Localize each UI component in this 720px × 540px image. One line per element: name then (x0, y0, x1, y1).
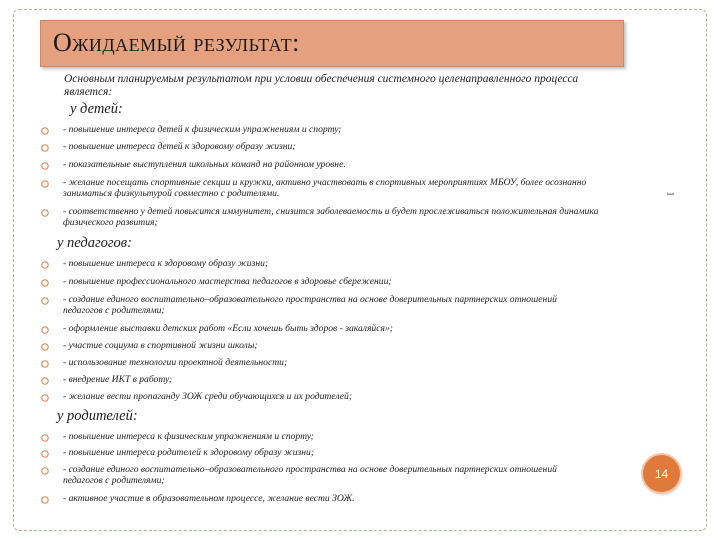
bullet-marker-icon (41, 434, 49, 442)
list-item-text: - участие социума в спортивной жизни школы; (63, 340, 258, 351)
list-item (0, 448, 720, 461)
list-item-text: - оформление выставки детских работ «Если хочешь быть здоров - закаляйся»; (63, 323, 393, 334)
bullet-marker-icon (41, 326, 49, 334)
list-item-text: - повышение профессионального мастерства педагогов в здоровье сбережении; (63, 276, 392, 287)
list-item-text: - желание вести пропаганду ЗОЖ среди обучающихся и их родителей; (63, 391, 353, 402)
page-title: Ожидаемый результат: (53, 28, 300, 57)
section-heading-children: у детей: (70, 101, 123, 117)
bullet-marker-icon (41, 360, 49, 368)
list-item (0, 125, 720, 138)
list-item (0, 177, 720, 199)
section-heading-teachers: у педагогов: (57, 235, 132, 251)
list-item (0, 160, 720, 173)
list-item-text: - повышение интереса к физическим упражнениям и спорту; (63, 431, 314, 442)
bullet-marker-icon (41, 496, 49, 504)
bullet-marker-icon (41, 467, 49, 475)
bullet-marker-icon (41, 162, 49, 170)
list-item-text: - создание единого воспитательно–образовательного пространства на основе доверительных партнерских отношений педагогов с родителями; (63, 294, 557, 316)
bullet-marker-icon (41, 450, 49, 458)
side-slide-number: 1 (665, 191, 676, 197)
bullet-marker-icon (41, 127, 49, 135)
section-heading-parents: у родителей: (57, 408, 138, 424)
list-item (0, 259, 720, 272)
list-item (0, 294, 720, 316)
list-item-text: - активное участие в образовательном процессе, желание вести ЗОЖ. (63, 493, 355, 504)
list-item (0, 464, 720, 486)
bullet-marker-icon (41, 377, 49, 385)
bullet-marker-icon (41, 144, 49, 152)
bullet-marker-icon (41, 279, 49, 287)
bullet-marker-icon (41, 297, 49, 305)
list-item (0, 358, 720, 371)
list-item-text: - повышение интереса родителей к здоровому образу жизни; (63, 447, 315, 458)
list-item (0, 324, 720, 337)
bullet-marker-icon (41, 180, 49, 188)
list-item-text: - использование технологии проектной деятельности; (63, 357, 288, 368)
bullet-marker-icon (41, 394, 49, 402)
list-item (0, 277, 720, 290)
list-item-text: - желание посещать спортивные секции и кружки, активно участвовать в спортивных мероприятиях МБОУ, более осознанно заниматься физкультурой совместно с родителями. (63, 177, 587, 199)
list-item (0, 142, 720, 155)
list-item (0, 392, 720, 405)
list-item-text: - показательные выступления школьных команд на районном уровне. (63, 159, 346, 170)
list-item (0, 206, 720, 228)
intro-text: Основным планируемым результатом при условии обеспечения системного целенаправленного процесса является: (64, 73, 579, 98)
bullet-marker-icon (41, 261, 49, 269)
list-item (0, 494, 720, 507)
list-item-text: - соответственно у детей повысится иммунитет, снизится заболеваемость и будет прослеживаться положительная динамика физического развития; (63, 206, 599, 228)
list-item-text: - создание единого воспитательно–образовательного пространства на основе доверительных партнерских отношений педагогов с родителями; (63, 464, 557, 486)
list-item (0, 375, 720, 388)
list-item-text: - внедрение ИКТ в работу; (63, 374, 173, 385)
list-item (0, 432, 720, 445)
list-item (0, 341, 720, 354)
list-item-text: - повышение интереса детей к физическим упражнениям и спорту; (63, 124, 342, 135)
list-item-text: - повышение интереса к здоровому образу жизни; (63, 258, 269, 269)
list-item-text: - повышение интереса детей к здоровому образу жизни; (63, 141, 296, 152)
bullet-marker-icon (41, 209, 49, 217)
page-number-badge: 14 (643, 455, 680, 492)
bullet-marker-icon (41, 343, 49, 351)
title-bar (40, 20, 624, 67)
